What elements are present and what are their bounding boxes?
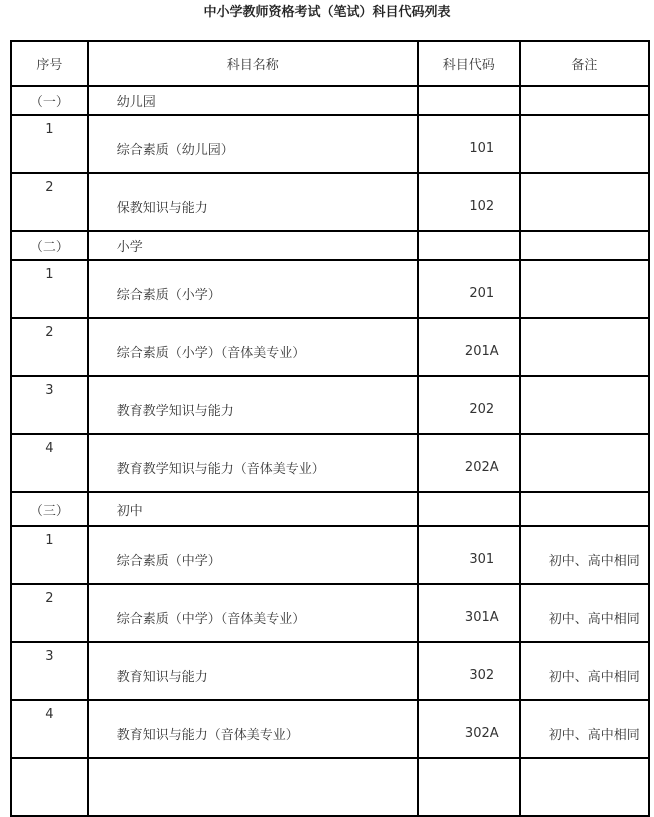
row-note-text	[549, 343, 648, 351]
row-name	[88, 260, 418, 318]
row-name-text: 综合素质（小学）	[116, 287, 221, 303]
table-row	[11, 584, 649, 642]
row-no-text: 4	[45, 441, 54, 456]
row-no-text: 1	[45, 122, 54, 137]
row-name	[88, 700, 418, 758]
row-name	[88, 434, 418, 492]
row-code	[418, 115, 520, 173]
row-note-text	[549, 459, 648, 467]
row-note-text	[549, 140, 648, 148]
table-row	[11, 642, 649, 700]
table-row	[11, 173, 649, 231]
section-no	[11, 86, 88, 115]
row-name	[88, 318, 418, 376]
row-no	[11, 318, 88, 376]
row-note	[520, 115, 649, 173]
table-header-row	[11, 41, 649, 86]
row-no-text: 2	[45, 591, 54, 606]
row-code-text: 201A	[464, 343, 499, 359]
row-note	[520, 758, 649, 816]
row-note-text	[549, 198, 648, 206]
section-name: 初中	[88, 492, 418, 526]
row-code	[418, 700, 520, 758]
row-no-text: 1	[45, 267, 54, 282]
row-note	[520, 260, 649, 318]
section-name: 幼儿园	[88, 86, 418, 115]
row-note	[520, 434, 649, 492]
row-no-text: 2	[45, 325, 54, 340]
row-no	[11, 260, 88, 318]
row-no-text: 3	[45, 383, 54, 398]
row-code-text: 202	[469, 401, 495, 417]
row-no	[11, 434, 88, 492]
header-note: 备注	[520, 41, 649, 86]
row-code-text: 101	[469, 140, 495, 156]
row-code	[418, 260, 520, 318]
row-code	[418, 376, 520, 434]
row-name	[88, 115, 418, 173]
row-name	[88, 173, 418, 231]
table-row	[11, 376, 649, 434]
section-no-text: （一）	[29, 95, 69, 110]
section-code	[418, 86, 520, 115]
section-code	[418, 492, 520, 526]
row-no	[11, 173, 88, 231]
row-code	[418, 526, 520, 584]
row-note-text	[549, 401, 648, 409]
section-row-kindergarten	[11, 86, 649, 115]
section-no	[11, 492, 88, 526]
row-no	[11, 115, 88, 173]
row-code	[418, 434, 520, 492]
row-name-text: 综合素质（中学）	[116, 553, 221, 569]
table-row	[11, 260, 649, 318]
row-note-text	[549, 285, 648, 293]
row-code-text: 301	[469, 551, 495, 567]
section-name: 小学	[88, 231, 418, 260]
table-row	[11, 318, 649, 376]
row-code-text: 301A	[464, 609, 499, 625]
row-no-text: 4	[45, 707, 54, 722]
row-code	[418, 758, 520, 816]
row-code-text: 201	[469, 285, 495, 301]
row-name-text: 综合素质（小学）（音体美专业）	[116, 345, 306, 361]
row-code	[418, 584, 520, 642]
row-name-text: 教育知识与能力（音体美专业）	[116, 727, 299, 743]
row-name-text: 综合素质（幼儿园）	[116, 142, 234, 158]
row-name-text: 教育教学知识与能力（音体美专业）	[116, 461, 325, 477]
row-code-text: 302	[469, 667, 495, 683]
section-no-text: （三）	[29, 503, 69, 519]
row-code-text: 302A	[464, 725, 499, 741]
section-code	[418, 231, 520, 260]
section-note	[520, 231, 649, 260]
table-row-partial	[11, 758, 649, 816]
row-note-text: 初中、高中相同	[548, 553, 640, 569]
row-note	[520, 642, 649, 700]
header-no: 序号	[11, 41, 88, 86]
table-row	[11, 434, 649, 492]
row-note-text: 初中、高中相同	[548, 727, 640, 743]
row-name-text: 教育教学知识与能力	[116, 403, 234, 419]
header-name: 科目名称	[88, 41, 418, 86]
table-row	[11, 700, 649, 758]
section-no-text: （二）	[29, 240, 69, 255]
row-code	[418, 173, 520, 231]
row-no-text: 2	[45, 180, 54, 195]
row-note	[520, 584, 649, 642]
section-note	[520, 86, 649, 115]
page-title: 中小学教师资格考试（笔试）科目代码列表	[203, 5, 451, 20]
table-row	[11, 526, 649, 584]
subject-code-table	[10, 40, 650, 817]
row-no	[11, 584, 88, 642]
row-note-text: 初中、高中相同	[548, 611, 640, 627]
header-code: 科目代码	[418, 41, 520, 86]
table-row	[11, 115, 649, 173]
row-no	[11, 376, 88, 434]
row-name	[88, 526, 418, 584]
row-name	[88, 758, 418, 816]
row-name	[88, 584, 418, 642]
section-row-primary	[11, 231, 649, 260]
row-no	[11, 642, 88, 700]
row-code	[418, 642, 520, 700]
row-name-text: 综合素质（中学）（音体美专业）	[116, 611, 306, 627]
row-name	[88, 642, 418, 700]
row-no-text: 3	[45, 649, 54, 664]
row-note	[520, 526, 649, 584]
row-name-text: 教育知识与能力	[116, 669, 208, 685]
row-no	[11, 526, 88, 584]
row-note-text: 初中、高中相同	[548, 669, 640, 685]
row-note	[520, 376, 649, 434]
row-name-text: 保教知识与能力	[116, 200, 208, 216]
row-no-text: 1	[45, 533, 54, 548]
row-no	[11, 758, 88, 816]
row-code-text: 202A	[464, 459, 499, 475]
section-no	[11, 231, 88, 260]
row-code-text: 102	[469, 198, 495, 214]
row-note	[520, 700, 649, 758]
section-note	[520, 492, 649, 526]
row-note	[520, 318, 649, 376]
section-row-junior-high	[11, 492, 649, 526]
row-code	[418, 318, 520, 376]
row-no	[11, 700, 88, 758]
row-name	[88, 376, 418, 434]
row-note	[520, 173, 649, 231]
